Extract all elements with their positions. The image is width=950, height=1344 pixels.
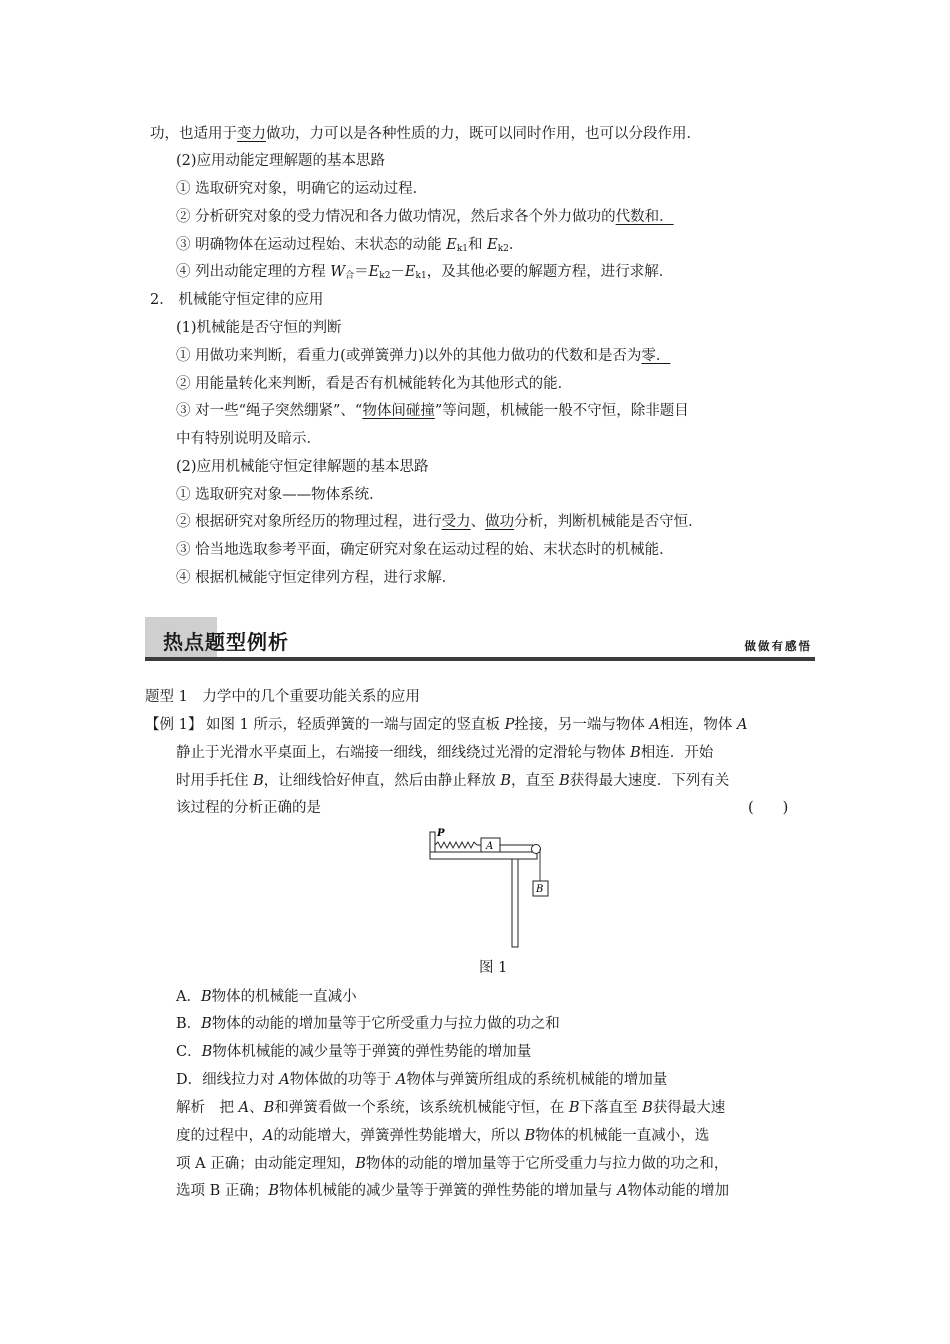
step-item bbox=[176, 235, 523, 259]
text: 物体的动能的增加量等于它所受重力与拉力做的功之和 bbox=[211, 1016, 560, 1032]
answer-parentheses: ( ) bbox=[748, 800, 789, 816]
subscript: 合 bbox=[345, 271, 355, 281]
symbol: B bbox=[568, 1100, 580, 1116]
subscript: k2 bbox=[497, 244, 509, 254]
step-item bbox=[176, 512, 703, 532]
text: 、 bbox=[470, 514, 486, 530]
question-text bbox=[176, 771, 729, 791]
figure-1 bbox=[425, 825, 560, 957]
underlined-term: 物体间碰撞 bbox=[362, 403, 435, 419]
symbol: B bbox=[201, 1044, 213, 1060]
option-b bbox=[176, 1014, 560, 1034]
solution-text bbox=[176, 1126, 709, 1146]
text: 功，也适用于 bbox=[150, 126, 237, 142]
symbol: A bbox=[617, 1183, 628, 1199]
text: 物体动能的增加 bbox=[627, 1183, 730, 1199]
section-heading: 2． 机械能守恒定律的应用 bbox=[150, 292, 324, 308]
text: 解析 把 bbox=[176, 1100, 239, 1116]
symbol: B bbox=[642, 1100, 653, 1116]
spring-pulley-diagram bbox=[425, 825, 560, 953]
text: ④ 列出动能定理的方程 bbox=[176, 264, 331, 280]
symbol: A bbox=[395, 1072, 407, 1088]
symbol: B bbox=[630, 745, 641, 761]
underlined-term: 受力 bbox=[441, 514, 471, 530]
figure-caption: 图 1 bbox=[479, 960, 508, 976]
text: 物体的机械能一直减小，选 bbox=[535, 1128, 710, 1144]
text: 物体与弹簧所组成的系统机械能的增加量 bbox=[406, 1072, 668, 1088]
underlined-term: 变力 bbox=[237, 126, 266, 142]
table-top bbox=[430, 852, 537, 859]
underlined-term: 做功 bbox=[485, 514, 515, 530]
text: 的动能增大，弹簧弹性势能增大，所以 bbox=[273, 1128, 525, 1144]
symbol: A bbox=[649, 717, 660, 733]
text: 时用手托住 bbox=[176, 773, 254, 789]
option-c bbox=[176, 1042, 531, 1062]
subheading: (2)应用机械能守恒定律解题的基本思路 bbox=[176, 459, 429, 475]
text: 获得最大速 bbox=[652, 1100, 726, 1116]
text: 项 A 正确；由动能定理知， bbox=[176, 1156, 356, 1172]
spring bbox=[435, 842, 481, 848]
symbol: B bbox=[524, 1128, 536, 1144]
text: ③ 明确物体在运动过程始、末状态的动能 bbox=[176, 237, 447, 253]
text: ，及其他必要的解题方程，进行求解． bbox=[426, 264, 674, 280]
text: 物体机械能的减少量等于弹簧的弹性势能的增加量 bbox=[212, 1044, 532, 1060]
symbol: B bbox=[200, 989, 212, 1005]
question-type-heading: 题型 1 力学中的几个重要功能关系的应用 bbox=[145, 689, 420, 705]
banner-title: 热点题型例析 bbox=[163, 630, 289, 654]
text: 物体做的功等于 bbox=[289, 1072, 396, 1088]
text: － bbox=[390, 264, 405, 280]
text: ② 分析研究对象的受力情况和各力做功情况，然后求各个外力做功的 bbox=[176, 209, 616, 225]
symbol: B bbox=[355, 1156, 366, 1172]
subscript: k1 bbox=[415, 271, 427, 281]
solution-text bbox=[176, 1154, 728, 1174]
text: 、 bbox=[249, 1100, 264, 1116]
text: 做功，力可以是各种性质的力，既可以同时作用，也可以分段作用． bbox=[266, 126, 701, 142]
section-banner bbox=[145, 617, 815, 661]
symbol: B bbox=[500, 773, 512, 789]
table-leg bbox=[512, 859, 518, 947]
text: ＝ bbox=[354, 264, 369, 280]
symbol: P bbox=[504, 717, 515, 733]
step-item: ④ 根据机械能守恒定律列方程，进行求解． bbox=[176, 570, 457, 586]
option-d bbox=[176, 1070, 667, 1090]
symbol: B bbox=[201, 1016, 212, 1032]
step-item bbox=[176, 401, 689, 421]
text: 选项 B 正确； bbox=[176, 1183, 269, 1199]
text: 相连，物体 bbox=[659, 717, 738, 733]
banner-rule bbox=[145, 657, 815, 661]
text: D．细线拉力对 bbox=[176, 1072, 280, 1088]
text: ，直至 bbox=[511, 773, 560, 789]
text: 物体的动能的增加量等于它所受重力与拉力做的功之和， bbox=[365, 1156, 729, 1172]
text: ，让细线恰好伸直，然后由静止释放 bbox=[263, 773, 501, 789]
symbol: A bbox=[737, 717, 748, 733]
symbol: E bbox=[446, 237, 457, 253]
step-item bbox=[176, 346, 670, 366]
question-text: 该过程的分析正确的是 bbox=[176, 800, 321, 816]
text: A． bbox=[176, 989, 201, 1005]
text: C． bbox=[176, 1044, 202, 1060]
symbol: A bbox=[238, 1100, 250, 1116]
text: 分析，判断机械能是否守恒． bbox=[514, 514, 703, 530]
solution-text bbox=[176, 1098, 725, 1118]
text: ”等问题，机械能一般不守恒，除非题目 bbox=[434, 403, 689, 419]
symbol: E bbox=[487, 237, 498, 253]
text: 静止于光滑水平桌面上，右端接一细线，细线绕过光滑的定滑轮与物体 bbox=[176, 745, 631, 761]
step-item bbox=[176, 262, 673, 286]
question-text bbox=[176, 743, 713, 763]
symbol: A bbox=[279, 1072, 290, 1088]
question-text bbox=[206, 715, 748, 735]
banner-tagline: 做做有感悟 bbox=[744, 639, 812, 653]
solution-text bbox=[176, 1181, 729, 1201]
step-item: ① 选取研究对象——物体系统． bbox=[176, 487, 384, 503]
text: 和弹簧看做一个系统，该系统机械能守恒，在 bbox=[274, 1100, 569, 1116]
text: 和 bbox=[468, 237, 488, 253]
text: 如图 1 所示，轻质弹簧的一端与固定的竖直板 bbox=[206, 717, 505, 733]
symbol: E bbox=[404, 264, 416, 280]
text: 相连．开始 bbox=[640, 745, 714, 761]
plate-P bbox=[430, 832, 435, 852]
subscript: k1 bbox=[456, 244, 468, 254]
text: 物体机械能的减少量等于弹簧的弹性势能的增加量与 bbox=[279, 1183, 618, 1199]
underlined-term: 零． bbox=[641, 348, 671, 364]
step-item-continuation: 中有特别说明及暗示． bbox=[176, 431, 321, 447]
symbol: B bbox=[268, 1183, 280, 1199]
underlined-term: 代数和． bbox=[615, 209, 674, 225]
text: 获得最大速度．下列有关 bbox=[569, 773, 730, 789]
step-item bbox=[176, 207, 674, 227]
label-P: P bbox=[437, 828, 445, 839]
example-label: 【例 1】 bbox=[145, 717, 203, 733]
text: ② 根据研究对象所经历的物理过程，进行 bbox=[176, 514, 442, 530]
text: ． bbox=[508, 237, 524, 253]
text: ③ 对一些“绳子突然绷紧”、“ bbox=[176, 403, 363, 419]
subheading: (1)机械能是否守恒的判断 bbox=[176, 320, 342, 336]
text: 物体的机械能一直减小 bbox=[211, 989, 357, 1005]
step-item: ② 用能量转化来判断，看是否有机械能转化为其他形式的能． bbox=[176, 376, 573, 392]
symbol: A bbox=[263, 1128, 274, 1144]
text: 下落直至 bbox=[579, 1100, 643, 1116]
pulley bbox=[532, 845, 541, 854]
step-item: ① 选取研究对象，明确它的运动过程． bbox=[176, 181, 428, 197]
text: 拴接，另一端与物体 bbox=[514, 717, 650, 733]
text-line bbox=[150, 124, 701, 144]
text: 度的过程中， bbox=[176, 1128, 263, 1144]
step-item: ③ 恰当地选取参考平面，确定研究对象在运动过程的始、末状态时的机械能． bbox=[176, 542, 674, 558]
symbol: B bbox=[263, 1100, 275, 1116]
subscript: k2 bbox=[379, 271, 391, 281]
text: ① 用做功来判断，看重力(或弹簧弹力)以外的其他力做功的代数和是否为 bbox=[176, 348, 642, 364]
symbol: E bbox=[368, 264, 380, 280]
symbol: B bbox=[559, 773, 570, 789]
label-B: B bbox=[536, 884, 544, 895]
text: B． bbox=[176, 1016, 202, 1032]
subheading: (2)应用动能定理解题的基本思路 bbox=[176, 153, 386, 169]
label-A: A bbox=[486, 841, 494, 852]
symbol: W bbox=[330, 264, 346, 280]
option-a bbox=[176, 987, 357, 1007]
symbol: B bbox=[253, 773, 264, 789]
